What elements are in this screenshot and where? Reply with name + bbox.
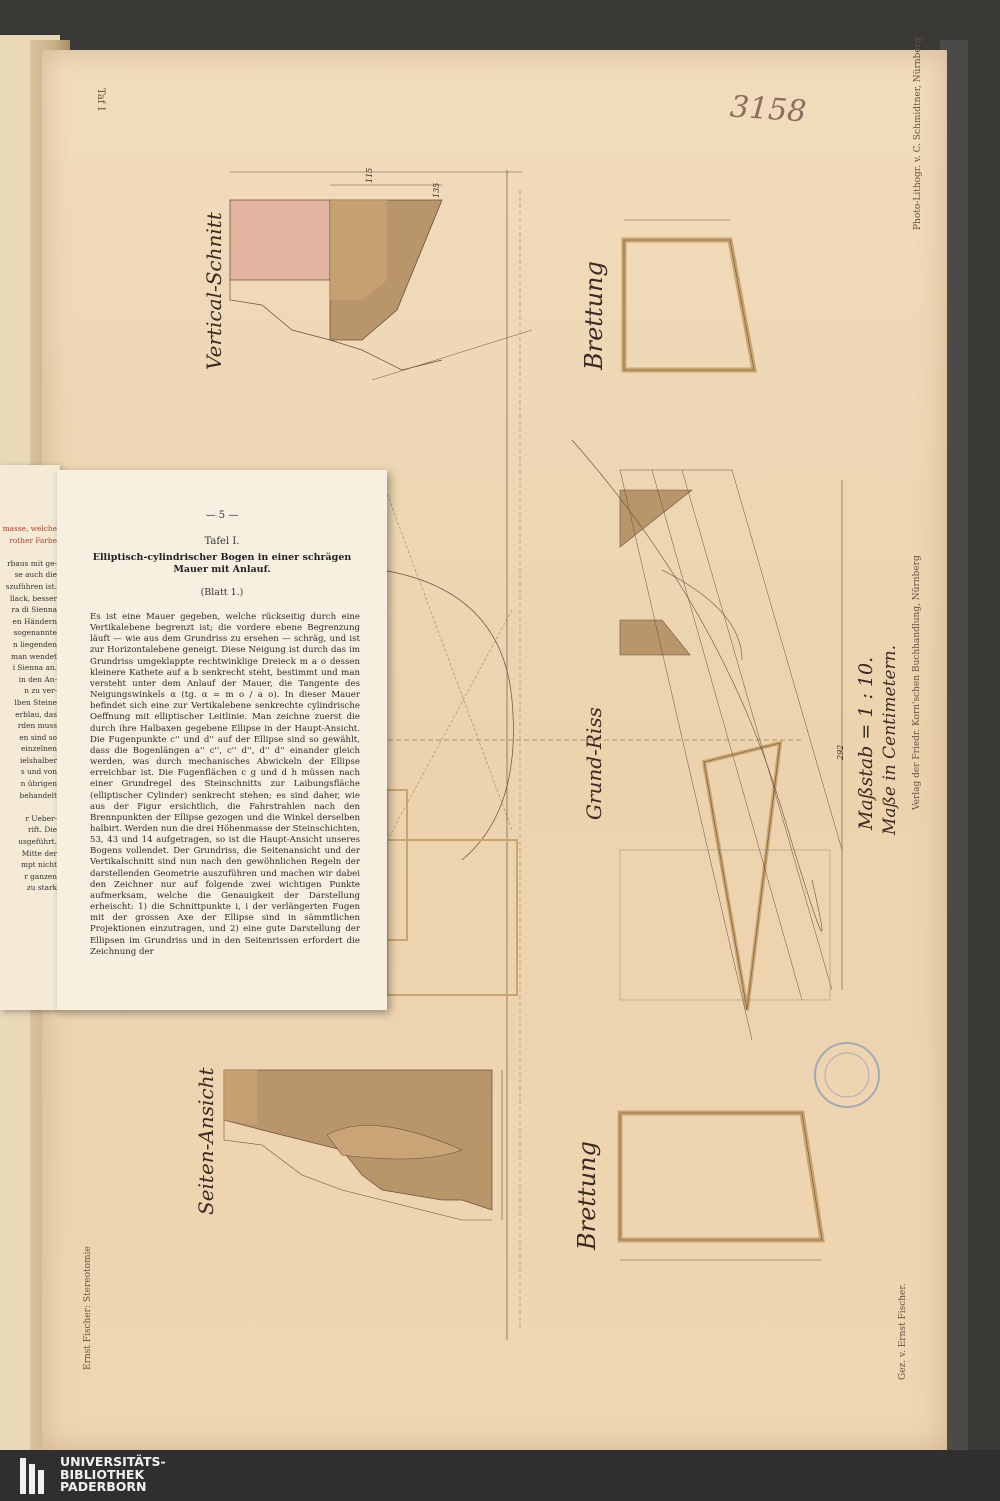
booklet-line: s und von xyxy=(20,767,57,777)
view-label-bretting-bottom: Brettung xyxy=(573,1141,601,1250)
dimension-label: 292 xyxy=(836,744,845,760)
scale-label: Maßstab = 1 : 10. xyxy=(855,656,877,830)
booklet-line: rother Farbe xyxy=(9,535,57,545)
booklet-left-page xyxy=(0,465,60,1010)
page-heading: Elliptisch-cylindrischer Bogen in einer schrägen Mauer mit Anlauf. xyxy=(92,552,352,575)
construction-line xyxy=(382,480,512,830)
booklet-line: se auch die xyxy=(14,570,57,580)
booklet-line: mpt nicht xyxy=(20,860,57,870)
booklet-line: n zu ver- xyxy=(24,686,57,696)
plan-line xyxy=(732,470,842,850)
view-label-bretting-top: Brettung xyxy=(580,261,608,370)
booklet-line: en Händern xyxy=(12,616,57,626)
plan-line xyxy=(652,470,802,1000)
booklet-line: r ganzen xyxy=(24,871,57,881)
booklet-line: masse, welche xyxy=(2,524,57,533)
view-label-vertical-section: Vertical-Schnitt xyxy=(202,212,226,370)
booklet-line: Mitte der xyxy=(21,848,57,858)
library-stamp-inner xyxy=(825,1053,869,1097)
vertical-section-pink xyxy=(230,200,330,280)
ground-plan-wedge-frame xyxy=(704,743,780,1010)
ground-plan-triangle-2 xyxy=(620,620,690,655)
side-view-tan xyxy=(224,1070,257,1125)
booklet-line: rift. Die xyxy=(28,825,57,835)
library-logo-icon xyxy=(20,1458,52,1494)
booklet-line: rbaus mit ge- xyxy=(7,558,57,568)
booklet-left-text xyxy=(0,523,57,894)
dimension-label: 135 xyxy=(432,182,441,198)
tafel-label: Taf I xyxy=(95,88,106,111)
booklet-line: man wendet xyxy=(10,651,57,661)
author-credit: Ernst Fischer: Stereotomie xyxy=(83,1246,93,1370)
booklet-line: ielshalber xyxy=(19,755,57,765)
page-body-text: Es ist eine Mauer gegeben, welche rückseitig durch eine Vertikalebene begrenzt ist; die vordere ebene Begrenzung läuft — wie aus dem Grundriss zu ersehen — schräg, und ist zur Horizontalebene geneigt. Diese Neigung ist durch das im Grundriss umgeklappte rechtwinklige Dreieck m a o dessen kleinere Kathete auf a b senkrecht steht, bestimmt und man versteht unter dem Anlauf der Mauer, die Tangente des Neigungswinkels α (tg. α = m o / a o). In dieser Mauer befindet sich eine zur Vertikalebene senkrechte cylindrische Oeffnung mit elliptischer Leitlinie. Man zeichne zuerst die durch ihre Halbaxen gegebene Ellipse in der Haupt-Ansicht. Die Fugenpunkte c'' und d'' auf der Ellipse sind so gewählt, dass die Bogenlängen a'' c'', c'' d'', d'' d'' einander gleich werden, was durch mechanisches Abwickeln der Ellipse erreichbar ist. Die Fugenflächen c g und d h müssen nach einer Grundregel des Steinschnitts zur Laibungsfläche (elliptischer Cylinder) senkrecht stehen; es sind daher, wie aus der Figur ersichtlich, die Fahrstrahlen nach den Brennpunkten der Ellipse gezogen und die Winkel derselben halbirt. Werden nun die drei Höhenmasse der Steinschichten, 53, 43 und 14 aufgetragen, so ist die Haupt-Ansicht unseres Bogens vollendet. Der Grundriss, die Seitenansicht und der Vertikalschnitt sind nun nach den gewöhnlichen Regeln der darstellenden Geometrie auszuführen und machen wir dabei den Zeichner nur auf folgende zwei wichtigen Punkte aufmerksam, welche die Genauigkeit der Darstellung erheischt: 1) die Schnittpunkte i, i der verlängerten Fugen mit der grossen Axe der Ellipse sind in sämmtlichen Projektionen einzutragen, und 2) eine gute Darstellung der Ellipsen im Grundriss und in den Seitenrissen erfordert die Zeichnung der xyxy=(90,612,360,957)
plan-line xyxy=(682,470,832,990)
booklet-line: szuführen ist. xyxy=(5,581,57,591)
footer-line-2: BIBLIOTHEK xyxy=(60,1466,145,1482)
vertical-section-tan xyxy=(330,200,387,300)
page-title: Tafel I. xyxy=(204,536,240,547)
construction-line xyxy=(382,610,512,850)
booklet-line: n übrigen xyxy=(20,779,57,789)
booklet-line: llack, besser xyxy=(9,593,57,603)
bretting-bottom-frame xyxy=(620,1113,822,1240)
units-label: Maße in Centimetern. xyxy=(880,645,900,835)
page-number: — 5 — xyxy=(205,510,239,521)
booklet-line: in den An- xyxy=(18,674,57,684)
construction-line xyxy=(372,330,532,380)
view-label-side-view: Seiten-Ansicht xyxy=(194,1067,218,1215)
drawn-by-credit: Gez. v. Ernst Fischer. xyxy=(898,1283,908,1380)
elevation-block-2 xyxy=(387,790,407,940)
bretting-bottom-outline xyxy=(620,1113,822,1240)
booklet-line: n liegenden xyxy=(13,639,57,649)
booklet-line: en sind so xyxy=(19,732,57,742)
booklet-page-5 xyxy=(57,470,387,1010)
ellipse-curve xyxy=(572,440,822,931)
footer-line-3: PADERBORN xyxy=(60,1479,147,1494)
footer-line-1: UNIVERSITÄTS- xyxy=(60,1454,166,1469)
footer-bar xyxy=(0,1450,1000,1501)
booklet-line: i Sienna an. xyxy=(12,663,57,673)
booklet-line: sogenannte xyxy=(13,628,57,638)
booklet-line: ra di Sienna xyxy=(11,605,57,615)
booklet-line: zu stark xyxy=(26,883,57,893)
handwritten-number: 3158 xyxy=(728,89,808,130)
booklet-line: usgeführt. xyxy=(18,837,57,847)
booklet-line: einzelnen xyxy=(20,744,57,754)
booklet-line: erblau, das xyxy=(15,709,57,719)
booklet-line xyxy=(0,801,57,813)
page-subheading: (Blatt 1.) xyxy=(200,587,244,598)
booklet-line: r Ueber- xyxy=(25,813,57,823)
view-label-ground-plan: Grund-Riss xyxy=(582,707,606,820)
elevation-ellipse xyxy=(382,570,513,860)
printer-credit: Photo-Lithogr. v. C. Schmidtner, Nürnberg xyxy=(913,37,923,230)
booklet-line: lben Steine xyxy=(14,697,57,707)
booklet-line: behandelt xyxy=(19,790,57,800)
dimension-label: 115 xyxy=(365,167,374,183)
footer-logo-text xyxy=(60,1456,166,1494)
booklet-line: rden muss xyxy=(17,721,57,731)
publisher-credit: Verlag der Friedr. Korn'schen Buchhandlung, Nürnberg xyxy=(912,555,922,810)
ground-plan-triangle-1 xyxy=(620,490,692,547)
bretting-top-frame xyxy=(624,240,754,370)
booklet-line xyxy=(0,546,57,558)
